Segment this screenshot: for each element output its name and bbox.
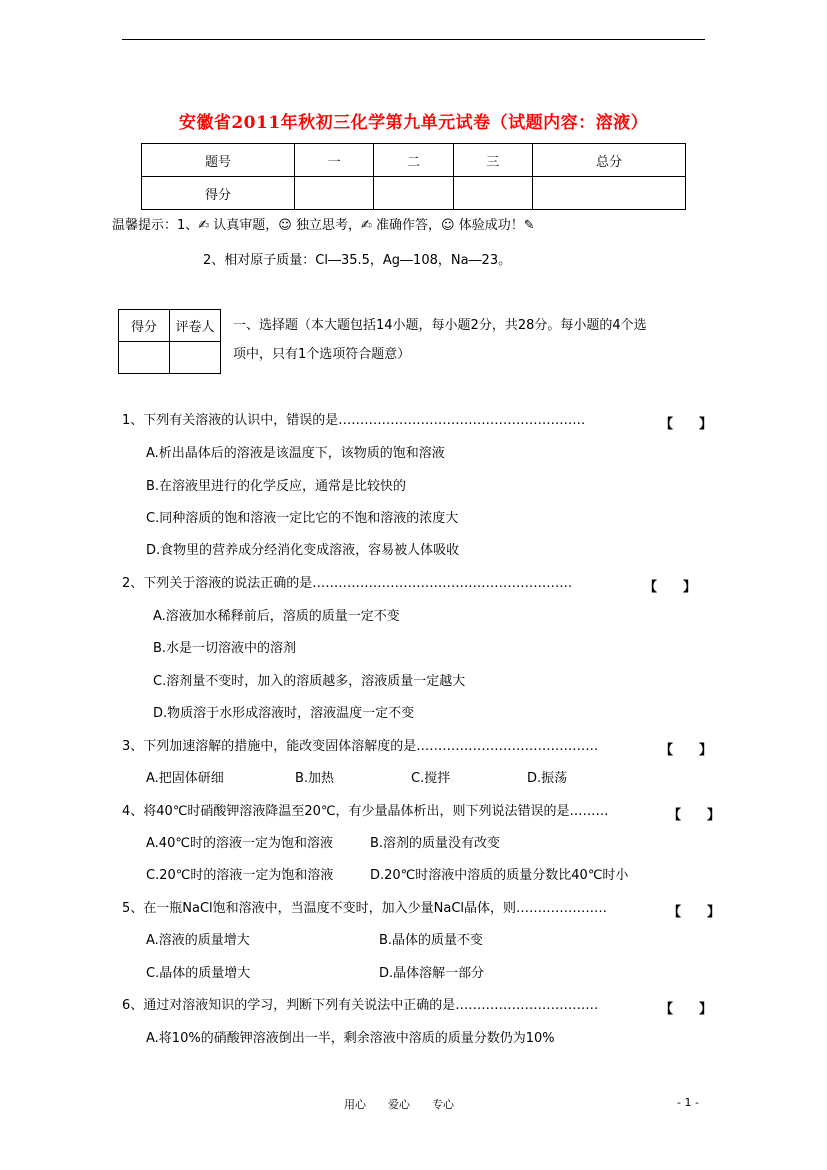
- header-rule: [122, 39, 705, 40]
- question-stem: 5、在一瓶NaCl饱和溶液中，当温度不变时，加入少量NaCl晶体，则…………………: [122, 901, 608, 916]
- option-a: A.析出晶体后的溶液是该温度下，该物质的饱和溶液: [146, 446, 445, 461]
- footer-motto: 用心 爱心 专心: [344, 1098, 454, 1111]
- option-d: D.晶体溶解一部分: [379, 966, 485, 981]
- option-c: C.晶体的质量增大: [146, 966, 251, 981]
- score-table: [141, 143, 686, 210]
- option-a: A.把固体研细: [146, 771, 224, 786]
- option-b: B.溶剂的质量没有改变: [370, 836, 501, 851]
- option-a: A.40℃时的溶液一定为饱和溶液: [146, 836, 333, 851]
- section-grader-label: 评卷人: [170, 310, 221, 342]
- option-d: D.食物里的营养成分经消化变成溶液，容易被人体吸收: [146, 543, 460, 558]
- page-number: - 1 -: [677, 1096, 699, 1109]
- answer-bracket[interactable]: 【 】: [668, 808, 721, 823]
- answer-bracket[interactable]: 【 】: [660, 417, 713, 432]
- section-score-box: [118, 309, 221, 374]
- score-header-cell: 二: [374, 144, 453, 177]
- tip-line-1: 温馨提示：1、✍ 认真审题，☺ 独立思考，✍ 准确作答，☺ 体验成功！✎: [112, 218, 535, 233]
- question-stem: 1、下列有关溶液的认识中，错误的是…………………………………………………: [122, 413, 586, 428]
- option-d: D.振荡: [527, 771, 568, 786]
- section-score-label: 得分: [119, 310, 170, 342]
- option-c: C.搅拌: [411, 771, 451, 786]
- score-header-cell: 题号: [142, 144, 295, 177]
- option-c: C.同种溶质的饱和溶液一定比它的不饱和溶液的浓度大: [146, 511, 459, 526]
- section-score-input[interactable]: [119, 342, 170, 374]
- score-input-cell[interactable]: [294, 177, 373, 210]
- answer-bracket[interactable]: 【 】: [668, 905, 721, 920]
- section-header-line-1: 一、选择题（本大题包括14小题，每小题2分，共28分。每小题的4个选: [233, 318, 647, 333]
- option-d: D.物质溶于水形成溶液时，溶液温度一定不变: [153, 706, 415, 721]
- tip-line-2: 2、相对原子质量：Cl―35.5，Ag―108，Na―23。: [203, 253, 512, 268]
- score-header-cell: 一: [294, 144, 373, 177]
- option-a: A.将10%的硝酸钾溶液倒出一半，剩余溶液中溶质的质量分数仍为10%: [146, 1031, 555, 1046]
- option-a: A.溶液的质量增大: [146, 933, 250, 948]
- score-row-label: 得分: [142, 177, 295, 210]
- option-b: B.晶体的质量不变: [379, 933, 484, 948]
- option-a: A.溶液加水稀释前后，溶质的质量一定不变: [153, 609, 400, 624]
- option-b: B.在溶液里进行的化学反应，通常是比较快的: [146, 479, 407, 494]
- section-grader-input[interactable]: [170, 342, 221, 374]
- answer-bracket[interactable]: 【 】: [660, 1002, 713, 1017]
- option-d: D.20℃时溶液中溶质的质量分数比40℃时小: [370, 868, 629, 883]
- question-stem: 6、通过对溶液知识的学习，判断下列有关说法中正确的是……………………………: [122, 998, 599, 1013]
- page-title: 安徽省2011年秋初三化学第九单元试卷（试题内容：溶液）: [178, 113, 649, 133]
- option-b: B.水是一切溶液中的溶剂: [153, 641, 297, 656]
- question-stem: 4、将40℃时硝酸钾溶液降温至20℃，有少量晶体析出，则下列说法错误的是………: [122, 804, 609, 819]
- option-b: B.加热: [295, 771, 335, 786]
- score-input-cell[interactable]: [532, 177, 685, 210]
- score-input-cell[interactable]: [453, 177, 532, 210]
- score-table-score-row: [142, 177, 686, 210]
- option-c: C.溶剂量不变时，加入的溶质越多，溶液质量一定越大: [153, 674, 466, 689]
- score-input-cell[interactable]: [374, 177, 453, 210]
- answer-bracket[interactable]: 【 】: [660, 743, 713, 758]
- question-stem: 2、下列关于溶液的说法正确的是……………………………………………………: [122, 576, 573, 591]
- answer-bracket[interactable]: 【 】: [644, 580, 697, 595]
- option-c: C.20℃时的溶液一定为饱和溶液: [146, 868, 334, 883]
- score-header-cell: 总分: [532, 144, 685, 177]
- score-table-header-row: [142, 144, 686, 177]
- question-stem: 3、下列加速溶解的措施中，能改变固体溶解度的是……………………………………: [122, 739, 599, 754]
- score-header-cell: 三: [453, 144, 532, 177]
- section-header-line-2: 项中，只有1个选项符合题意）: [233, 347, 411, 362]
